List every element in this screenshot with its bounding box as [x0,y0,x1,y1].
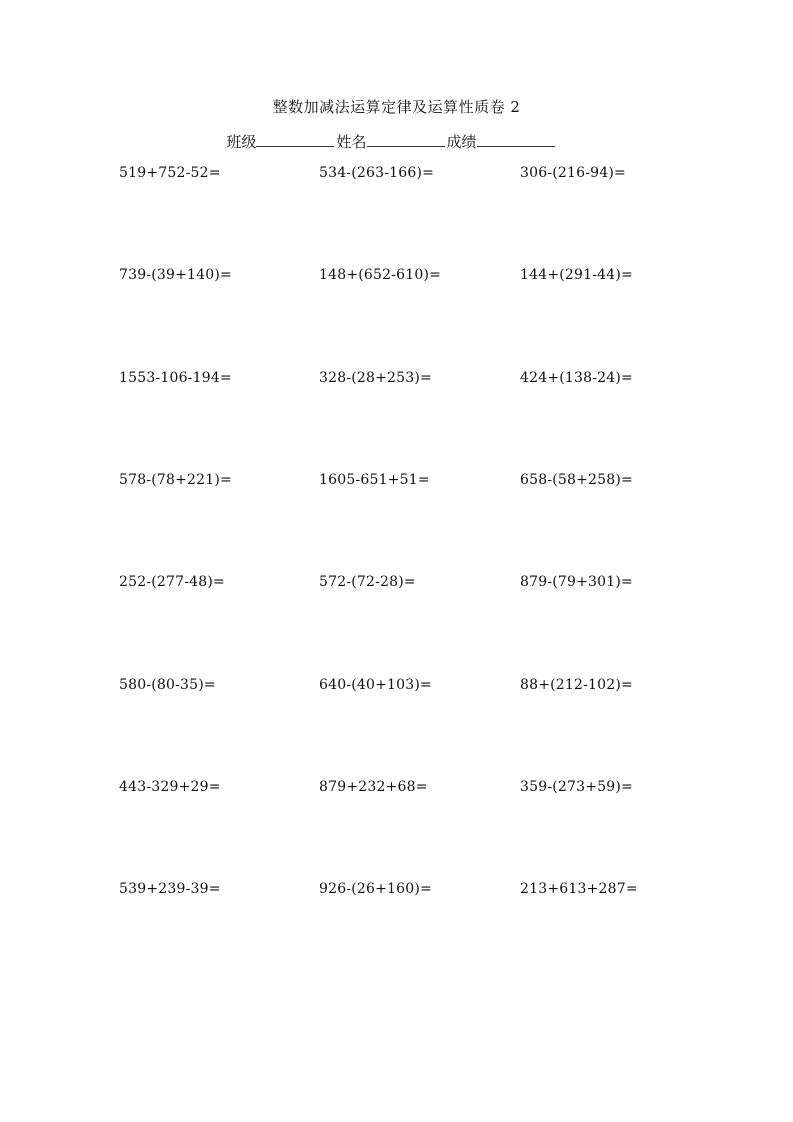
problem: 88+(212-102)= [520,677,633,693]
problem: 148+(652-610)= [319,267,442,283]
name-blank [367,132,445,147]
problem: 424+(138-24)= [520,370,633,386]
problem: 328-(28+253)= [319,370,432,386]
class-blank [256,132,334,147]
problem: 539+239-39= [119,881,221,897]
class-label: 班级 [226,133,257,151]
problem: 640-(40+103)= [319,677,432,693]
problem-row [119,370,719,390]
student-info-line [0,131,783,152]
problem-row [119,881,719,901]
problem: 572-(72-28)= [319,574,416,590]
problem-row [119,472,719,492]
problem: 213+613+287= [520,881,638,897]
problem: 443-329+29= [119,779,221,795]
name-label: 姓名 [336,133,367,151]
problem: 1605-651+51= [319,472,430,488]
problem: 578-(78+221)= [119,472,232,488]
problem-row [119,677,719,697]
problem: 580-(80-35)= [119,677,216,693]
problem: 926-(26+160)= [319,881,432,897]
problem: 359-(273+59)= [520,779,633,795]
problem: 519+752-52= [119,165,221,181]
problem: 306-(216-94)= [520,165,626,181]
problem-row [119,574,719,594]
problem: 879+232+68= [319,779,428,795]
problem: 534-(263-166)= [319,165,435,181]
problem: 144+(291-44)= [520,267,633,283]
problem: 739-(39+140)= [119,267,232,283]
problem: 658-(58+258)= [520,472,633,488]
worksheet-title: 整数加减法运算定律及运算性质卷 2 [272,98,521,116]
problem: 252-(277-48)= [119,574,225,590]
problem-row [119,267,719,287]
problem-row [119,165,719,185]
score-blank [477,132,555,147]
problem: 1553-106-194= [119,370,232,386]
problem-row [119,779,719,799]
score-label: 成绩 [446,133,477,151]
problem: 879-(79+301)= [520,574,633,590]
